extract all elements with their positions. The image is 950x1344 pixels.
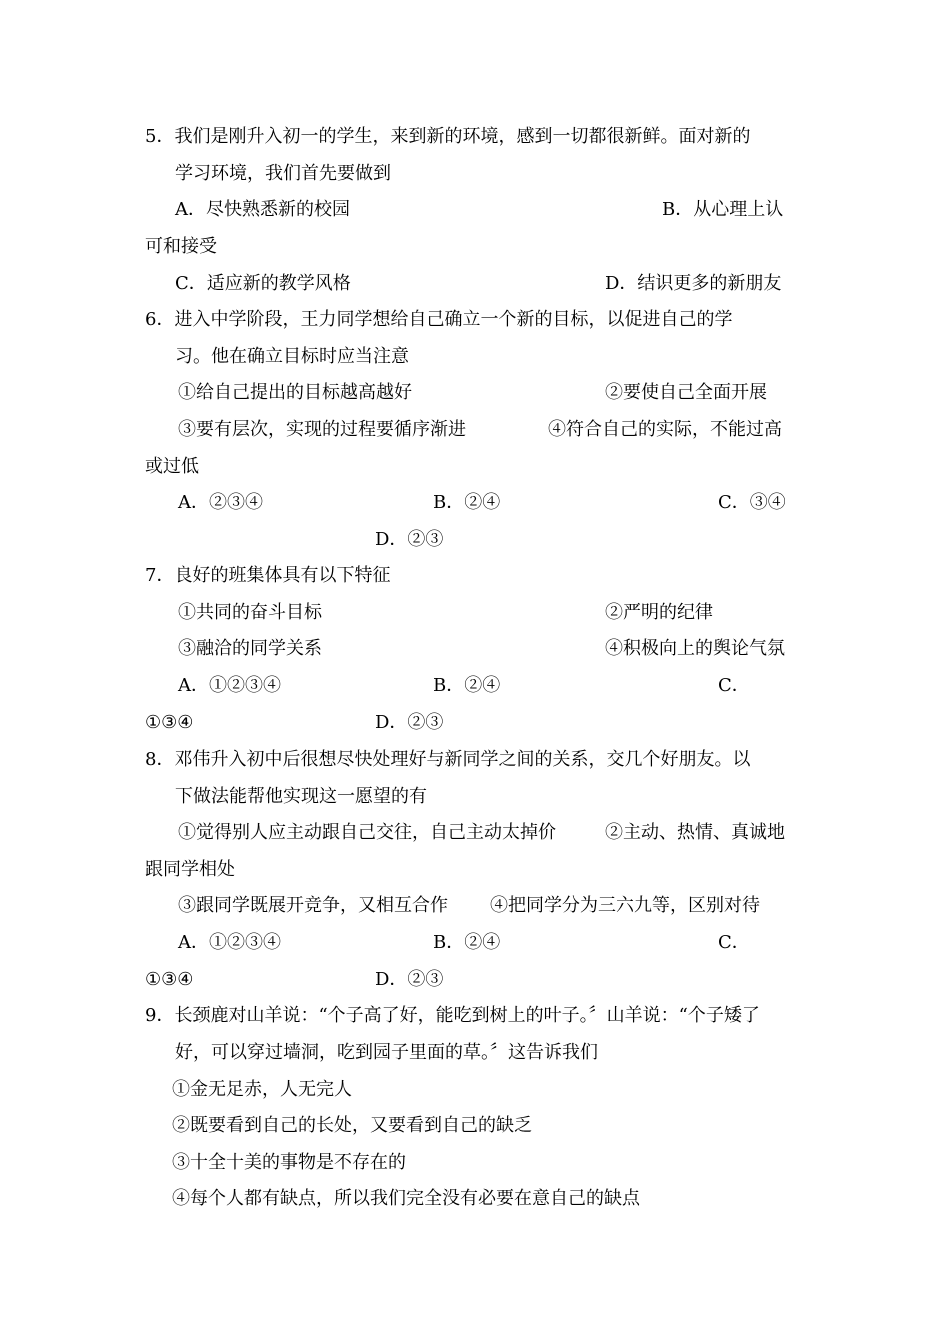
q8-option-c: C． — [718, 932, 750, 953]
q9-item-4: ④每个人都有缺点，所以我们完全没有必要在意自己的缺点 — [172, 1188, 640, 1209]
q7-stem: 7．良好的班集体具有以下特征 — [145, 565, 391, 586]
q5-option-d: D．结识更多的新朋友 — [605, 273, 782, 294]
q6-item-4: ④符合自己的实际，不能过高 — [548, 419, 782, 440]
q6-option-b: B．②④ — [433, 492, 501, 513]
q6-item-3: ③要有层次，实现的过程要循序渐进 — [178, 419, 466, 440]
q5-option-a: A．尽快熟悉新的校园 — [175, 199, 350, 220]
q8-option-c-continued: ①③④ — [145, 969, 194, 990]
q8-item-4: ④把同学分为三六九等，区别对待 — [490, 895, 760, 916]
q6-stem-line2: 习。他在确立目标时应当注意 — [175, 346, 409, 367]
q7-item-4: ④积极向上的舆论气氛 — [605, 638, 785, 659]
q7-option-a: A．①②③④ — [178, 675, 281, 696]
q6-stem-line1: 6．进入中学阶段，王力同学想给自己确立一个新的目标，以促进自己的学 — [145, 309, 733, 330]
q6-item-1: ①给自己提出的目标越高越好 — [178, 382, 412, 403]
q7-option-d: D．②③ — [375, 712, 444, 733]
q6-option-d: D．②③ — [375, 529, 444, 550]
q6-option-a: A．②③④ — [178, 492, 263, 513]
q8-option-b: B．②④ — [433, 932, 501, 953]
q6-item-4-continued: 或过低 — [145, 456, 199, 477]
q7-option-c-continued: ①③④ — [145, 712, 194, 733]
q7-option-b: B．②④ — [433, 675, 501, 696]
q5-option-b: B．从心理上认 — [662, 199, 784, 220]
q7-item-1: ①共同的奋斗目标 — [178, 602, 322, 623]
q6-option-c: C．③④ — [718, 492, 786, 513]
q9-item-3: ③十全十美的事物是不存在的 — [172, 1152, 406, 1173]
q7-item-3: ③融洽的同学关系 — [178, 638, 322, 659]
q8-item-2: ②主动、热情、真诚地 — [605, 822, 785, 843]
q8-item-2-continued: 跟同学相处 — [145, 859, 235, 880]
q8-option-d: D．②③ — [375, 969, 444, 990]
q5-stem-line2: 学习环境，我们首先要做到 — [175, 163, 391, 184]
q8-option-a: A．①②③④ — [178, 932, 281, 953]
q8-stem-line2: 下做法能帮他实现这一愿望的有 — [175, 786, 427, 807]
q8-stem-line1: 8．邓伟升入初中后很想尽快处理好与新同学之间的关系，交几个好朋友。以 — [145, 749, 751, 770]
q8-item-1: ①觉得别人应主动跟自己交往，自己主动太掉价 — [178, 822, 556, 843]
q9-item-1: ①金无足赤，人无完人 — [172, 1079, 352, 1100]
q9-stem-line2: 好，可以穿过墙洞，吃到园子里面的草。〞这告诉我们 — [175, 1042, 598, 1063]
q5-option-b-continued: 可和接受 — [145, 236, 217, 257]
q8-item-3: ③跟同学既展开竞争，又相互合作 — [178, 895, 448, 916]
q7-item-2: ②严明的纪律 — [605, 602, 713, 623]
q5-stem-line1: 5．我们是刚升入初一的学生，来到新的环境，感到一切都很新鲜。面对新的 — [145, 126, 751, 147]
q9-stem-line1: 9．长颈鹿对山羊说：“个子高了好，能吃到树上的叶子。〞山羊说：“个子矮了 — [145, 1005, 760, 1026]
q5-option-c: C．适应新的教学风格 — [175, 273, 351, 294]
q7-option-c: C． — [718, 675, 750, 696]
q6-item-2: ②要使自己全面开展 — [605, 382, 767, 403]
q9-item-2: ②既要看到自己的长处，又要看到自己的缺乏 — [172, 1115, 532, 1136]
